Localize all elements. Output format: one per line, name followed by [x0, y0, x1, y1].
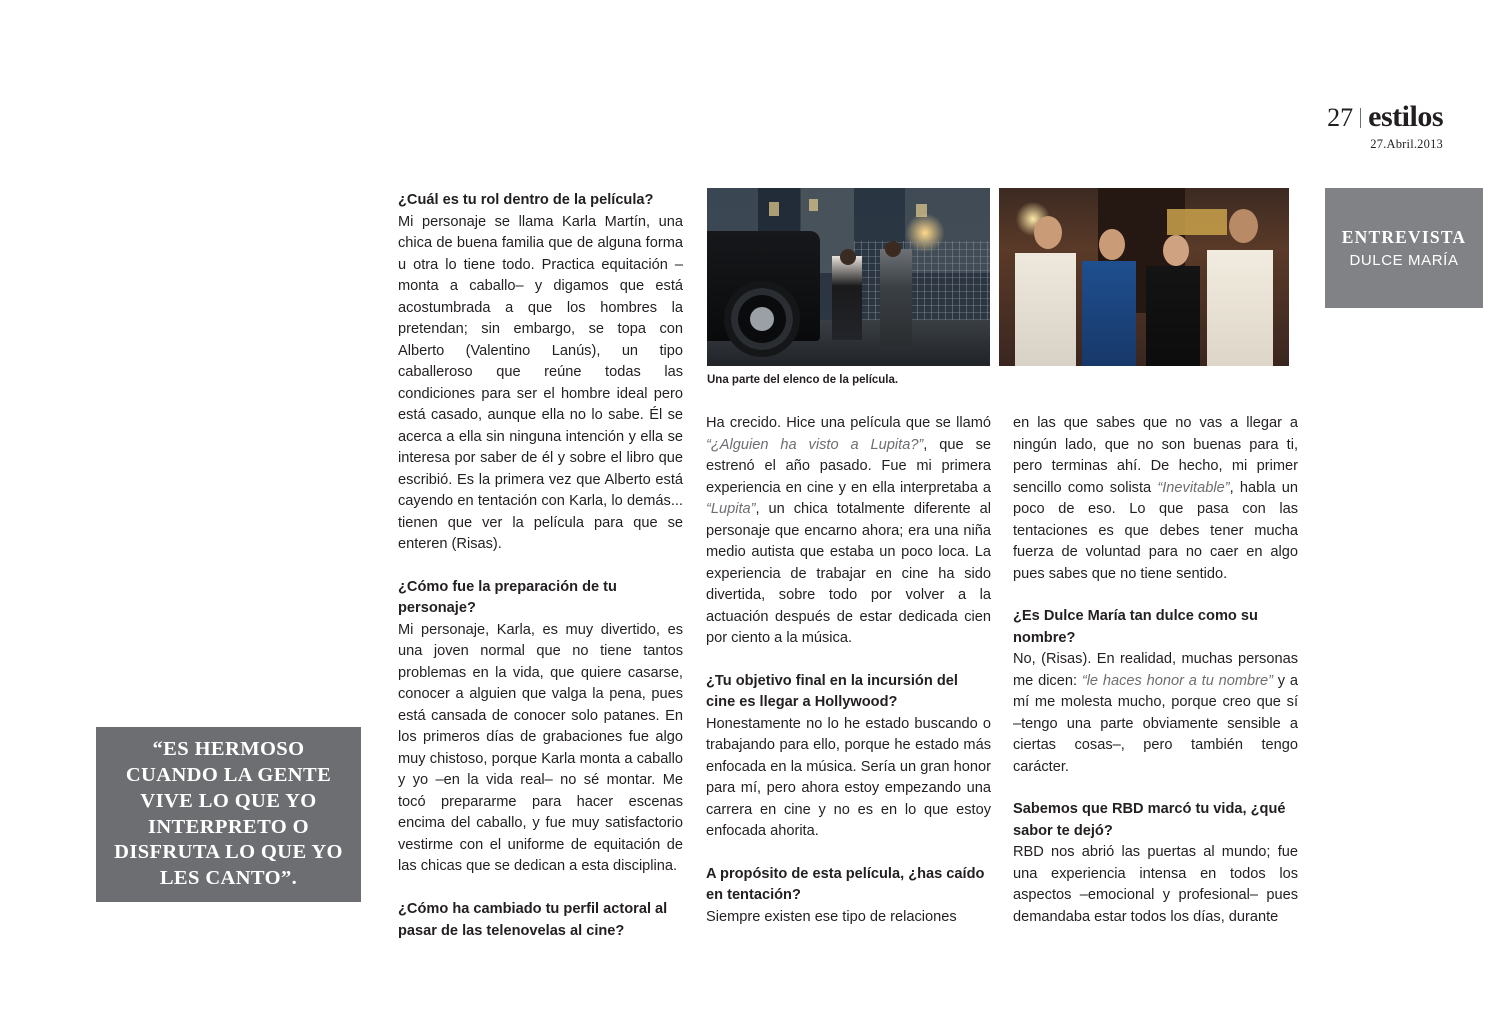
- question-1: ¿Cuál es tu rol dentro de la película?: [398, 192, 654, 208]
- section-tag: [1325, 188, 1483, 308]
- answer-3-text-b: , que se estrenó el año pasado. Fue mi primera experiencia en cine y en ella interpretaba a: [706, 436, 991, 496]
- question-4: ¿Tu objetivo final en la incursión del cine es llegar a Hollywood?: [706, 672, 958, 711]
- issue-date: 27.Abril.2013: [1370, 137, 1443, 151]
- answer-6: [1013, 649, 1298, 778]
- page-folio: [1327, 100, 1443, 152]
- photo2-person-1-head: [1034, 216, 1062, 249]
- answer-6-text-a: No, (Risas). En realidad, muchas personas me dicen:: [1013, 651, 1298, 689]
- section-tag-title: ENTREVISTA: [1341, 227, 1467, 247]
- answer-3-text-c: , un chica totalmente diferente al personaje que encarno ahora; era una niña medio autista que estaba un poco loca. La experiencia de trabajar en cine ha sido divertida, sobre todo por volver a la actuación después de estar dedicada cien por ciento a la música.: [706, 501, 991, 647]
- photo2-person-2-head: [1099, 229, 1125, 260]
- photo2-person-3: [1141, 224, 1205, 366]
- photo1-spare-tire: [724, 281, 800, 357]
- photo2-person-3-body: [1146, 266, 1200, 366]
- page-number: 27: [1327, 103, 1354, 132]
- photo1-window: [769, 202, 779, 216]
- photo1-fence: [854, 241, 990, 326]
- photo2-person-3-head: [1163, 235, 1189, 266]
- answer-5-continued: [1013, 413, 1298, 585]
- photo1-woman-figure: [832, 256, 862, 340]
- magazine-brand: estilos: [1368, 100, 1443, 133]
- film-title-lupita: “¿Alguien ha visto a Lupita?”: [706, 436, 924, 453]
- answer-2: Mi personaje, Karla, es muy divertido, es una joven normal que no tiene tantos problemas en la vida, que quiere casarse, conocer a alguien que valga la pena, pues está cansada de conocer solo patanes. En los primeros días de grabaciones fue algo muy chistoso, porque Karla monta a caballo y yo –en la vida real– no sé montar. Me tocó prepararme para hacer escenas encima del caballo, y fue muy satisfactorio vestirme con el uniforme de equitación de las chicas que se dedican a esta disciplina.: [398, 621, 683, 875]
- photo1-tire-hub: [750, 307, 774, 331]
- photo2-person-4-head: [1229, 209, 1258, 243]
- folio-divider: [1360, 108, 1361, 128]
- song-title-inevitable: “Inevitable”: [1157, 479, 1230, 496]
- answer-6-text-b: y a mí me molesta mucho, porque creo que sí –tengo una parte obviamente sensible a ciertas cosas–, pero también tengo carácter.: [1013, 672, 1298, 775]
- character-name-lupita: “Lupita”: [706, 501, 756, 518]
- answer-5-text-a: en las que sabes que no vas a llegar a ningún lado, que no son buenas para ti, pero terminas ahí. De hecho, mi primer sencillo como solista: [1013, 415, 1298, 496]
- article-column-3: [1013, 413, 1298, 928]
- quoted-phrase: “le haces honor a tu nombre”: [1081, 672, 1273, 689]
- photo-night-street-scene: [707, 188, 990, 366]
- folio-line: [1327, 100, 1443, 134]
- article-column-2: [706, 413, 991, 928]
- photo-cast-group: [999, 188, 1289, 366]
- section-tag-subtitle: DULCE MARÍA: [1349, 252, 1459, 269]
- answer-3-continued: [706, 413, 991, 650]
- article-column-1: [398, 190, 683, 942]
- answer-5-text-b: , habla un poco de eso. Lo que pasa con las tentaciones es que debes tener mucha fuerza de voluntad para no caer en algo pues sabes que no tiene sentido.: [1013, 479, 1299, 582]
- question-7: Sabemos que RBD marcó tu vida, ¿qué sabor te dejó?: [1013, 801, 1286, 839]
- answer-7: RBD nos abrió las puertas al mundo; fue una experiencia intensa en todos los aspectos –emocional y profesional– pues demandaba estar todos los días, durante: [1013, 844, 1298, 925]
- photo2-person-1: [1011, 213, 1081, 366]
- pull-quote: [96, 727, 361, 902]
- photo2-person-1-body: [1015, 253, 1076, 366]
- question-3: ¿Cómo ha cambiado tu perfil actoral al pasar de las telenovelas al cine?: [398, 900, 668, 939]
- answer-1: Mi personaje se llama Karla Martín, una chica de buena familia que de alguna forma u otra lo tiene todo. Practica equitación –monta a caballo– y digamos que está acostumbrada a que los hombres la pretendan; sin embargo, se topa con Alberto (Valentino Lanús), un tipo caballeroso que reúne todas las condiciones para ser el hombre ideal pero está casado, aunque ella no lo sabe. Él se acerca a ella sin ninguna intención y ella se interesa por saber de él y sobre el libro que escribió. Es la primera vez que Alberto está cayendo en tentación con Karla, lo demás... tienen que ver la película para que se enteren (Risas).: [398, 213, 683, 553]
- answer-4: Honestamente no lo he estado buscando o trabajando para ello, porque he estado más enfocada en la música. Sería un gran honor para mí, pero ahora estoy empezando una carrera en cine y no es en lo que estoy enfocada ahorita.: [706, 715, 991, 840]
- question-5: A propósito de esta película, ¿has caído en tentación?: [706, 865, 985, 904]
- answer-3-text-a: Ha crecido. Hice una película que se llamó: [706, 415, 991, 431]
- photo1-woman-head: [840, 249, 856, 265]
- photo1-man-figure: [880, 249, 912, 345]
- answer-5: Siempre existen ese tipo de relaciones: [706, 908, 957, 925]
- photo1-window: [809, 199, 818, 211]
- photo-caption: Una parte del elenco de la película.: [707, 374, 899, 386]
- photo2-person-2: [1077, 220, 1141, 366]
- question-2: ¿Cómo fue la preparación de tu personaje?: [398, 578, 617, 617]
- photo2-person-2-body: [1082, 261, 1136, 366]
- photo2-person-4: [1202, 209, 1277, 366]
- question-6: ¿Es Dulce María tan dulce como su nombre?: [1013, 608, 1258, 646]
- pull-quote-text: “ES HERMOSO CUANDO LA GENTE VIVE LO QUE YO INTERPRETO O DISFRUTA LO QUE YO LES CANTO”.: [114, 738, 343, 890]
- photo2-person-4-body: [1207, 250, 1273, 366]
